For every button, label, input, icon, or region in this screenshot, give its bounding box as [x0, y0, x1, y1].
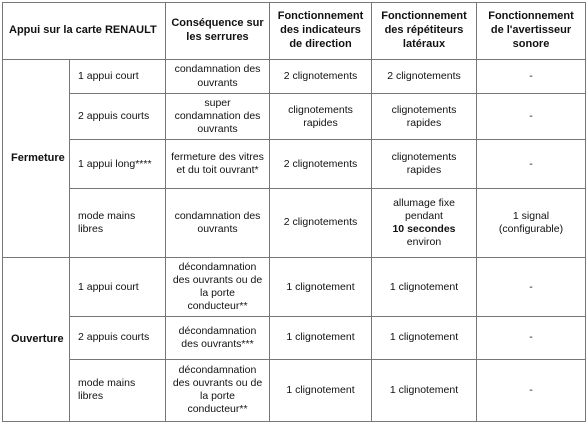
- table-row: [3, 359, 586, 421]
- table-row: [3, 60, 586, 94]
- avertisseur-cell: -: [477, 60, 586, 94]
- consequence-cell: décondamnation des ouvrants ou de la porte conducteur**: [166, 359, 270, 421]
- indicateurs-cell: 1 clignotement: [270, 317, 372, 359]
- table-row: [3, 94, 586, 140]
- indicateurs-cell: 1 clignotement: [270, 359, 372, 421]
- avertisseur-cell: 1 signal (configurable): [477, 188, 586, 257]
- avertisseur-cell: -: [477, 317, 586, 359]
- table-row: [3, 188, 586, 257]
- repetiteurs-cell: 1 clignotement: [372, 317, 477, 359]
- indicateurs-cell: 1 clignotement: [270, 258, 372, 317]
- action-cell: mode mains libres: [70, 359, 166, 421]
- action-cell: 1 appui court: [70, 258, 166, 317]
- header-indicateurs: Fonctionnement des indicateurs de direction: [270, 3, 372, 60]
- action-cell: 2 appuis courts: [70, 317, 166, 359]
- repetiteurs-cell: [372, 188, 477, 257]
- action-cell: 2 appuis courts: [70, 94, 166, 140]
- table-row: [3, 258, 586, 317]
- consequence-cell: fermeture des vitres et du toit ouvrant*: [166, 140, 270, 188]
- action-cell: 1 appui long****: [70, 140, 166, 188]
- action-cell: 1 appui court: [70, 60, 166, 94]
- indicateurs-cell: 2 clignotements: [270, 60, 372, 94]
- consequence-cell: condamnation des ouvrants: [166, 60, 270, 94]
- header-repetiteurs: Fonctionnement des répétiteurs latéraux: [372, 3, 477, 60]
- consequence-cell: décondamnation des ouvrants***: [166, 317, 270, 359]
- renault-card-table: [2, 2, 586, 422]
- header-carte: Appui sur la carte RENAULT: [3, 3, 166, 60]
- repetiteurs-suffix: environ: [406, 236, 442, 249]
- consequence-cell: décondamnation des ouvrants ou de la porte conducteur**: [166, 258, 270, 317]
- group-fermeture: Fermeture: [3, 60, 70, 258]
- repetiteurs-duration: 10 secondes: [392, 222, 456, 235]
- repetiteurs-cell: 1 clignotement: [372, 258, 477, 317]
- table-row: [3, 140, 586, 188]
- avertisseur-cell: -: [477, 140, 586, 188]
- repetiteurs-cell: 1 clignotement: [372, 359, 477, 421]
- consequence-cell: super condamnation des ouvrants: [166, 94, 270, 140]
- action-cell: mode mains libres: [70, 188, 166, 257]
- indicateurs-cell: clignotements rapides: [270, 94, 372, 140]
- header-avertisseur: Fonctionnement de l'avertisseur sonore: [477, 3, 586, 60]
- repetiteurs-cell: clignotements rapides: [372, 94, 477, 140]
- header-row: [3, 3, 586, 60]
- consequence-cell: condamnation des ouvrants: [166, 188, 270, 257]
- indicateurs-cell: 2 clignotements: [270, 140, 372, 188]
- repetiteurs-cell: 2 clignotements: [372, 60, 477, 94]
- avertisseur-cell: -: [477, 359, 586, 421]
- header-consequence: Conséquence sur les serrures: [166, 3, 270, 60]
- avertisseur-cell: -: [477, 258, 586, 317]
- table-row: [3, 317, 586, 359]
- avertisseur-cell: -: [477, 94, 586, 140]
- group-ouverture: Ouverture: [3, 258, 70, 422]
- indicateurs-cell: 2 clignotements: [270, 188, 372, 257]
- repetiteurs-cell: clignotements rapides: [372, 140, 477, 188]
- repetiteurs-text: allumage fixe pendant: [393, 196, 455, 222]
